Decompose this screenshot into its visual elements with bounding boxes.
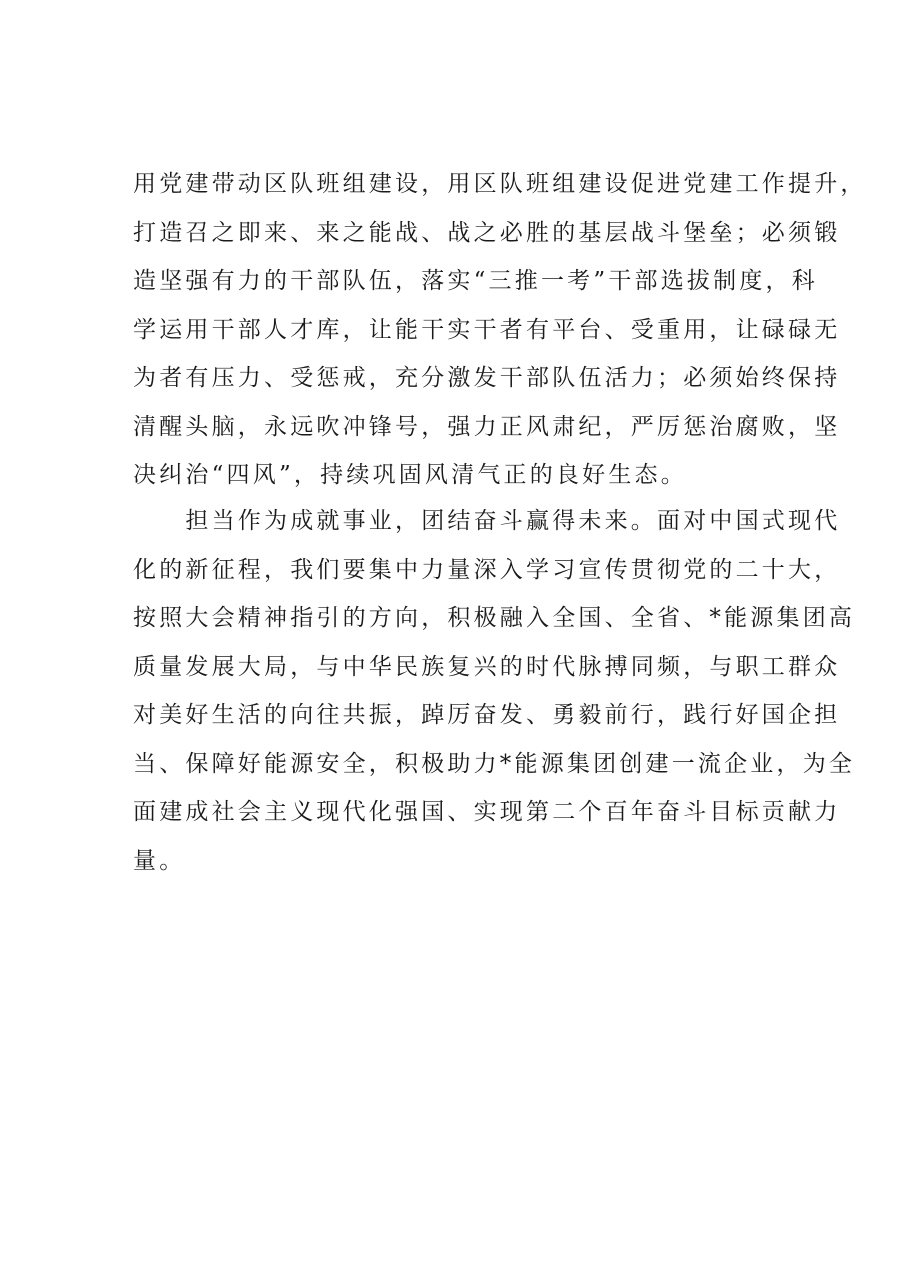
paragraph-1 [133, 160, 867, 500]
paragraph-1-line: 为者有压力、受惩戒，充分激发干部队伍活力；必须始终保持 [133, 365, 841, 391]
paragraph-2-line: 面建成社会主义现代化强国、实现第二个百年奋斗目标贡献力 [133, 799, 841, 825]
paragraph-2-line: 按照大会精神指引的方向，积极融入全国、全省、*能源集团高 [133, 605, 856, 631]
paragraph-2-line: 量。 [133, 847, 186, 874]
paragraph-2 [133, 497, 856, 885]
paragraph-1-line: 造坚强有力的干部队伍，落实“三推一考”干部选拔制度，科 [133, 268, 818, 294]
paragraph-2-line: 质量发展大局，与中华民族复兴的时代脉搏同频，与职工群众 [133, 653, 841, 680]
paragraph-1-line: 学运用干部人才库，让能干实干者有平台、受重用，让碌碌无 [133, 316, 841, 343]
paragraph-2-line: 对美好生活的向往共振，踔厉奋发、勇毅前行，践行好国企担 [133, 702, 841, 728]
paragraph-1-line: 决纠治“四风”，持续巩固风清气正的良好生态。 [133, 462, 687, 488]
paragraph-1-line: 打造召之即来、来之能战、战之必胜的基层战斗堡垒；必须锻 [133, 219, 841, 246]
paragraph-2-line: 当、保障好能源安全，积极助力*能源集团创建一流企业，为全 [133, 750, 856, 777]
paragraph-2-line: 化的新征程，我们要集中力量深入学习宣传贯彻党的二十大， [133, 556, 841, 583]
paragraph-1-line: 用党建带动区队班组建设，用区队班组建设促进党建工作提升， [133, 171, 867, 197]
paragraph-2-line: 担当作为成就事业，团结奋斗赢得未来。面对中国式现代 [133, 508, 841, 534]
paragraph-1-line: 清醒头脑，永远吹冲锋号，强力正风肃纪，严厉惩治腐败，坚 [133, 413, 841, 440]
